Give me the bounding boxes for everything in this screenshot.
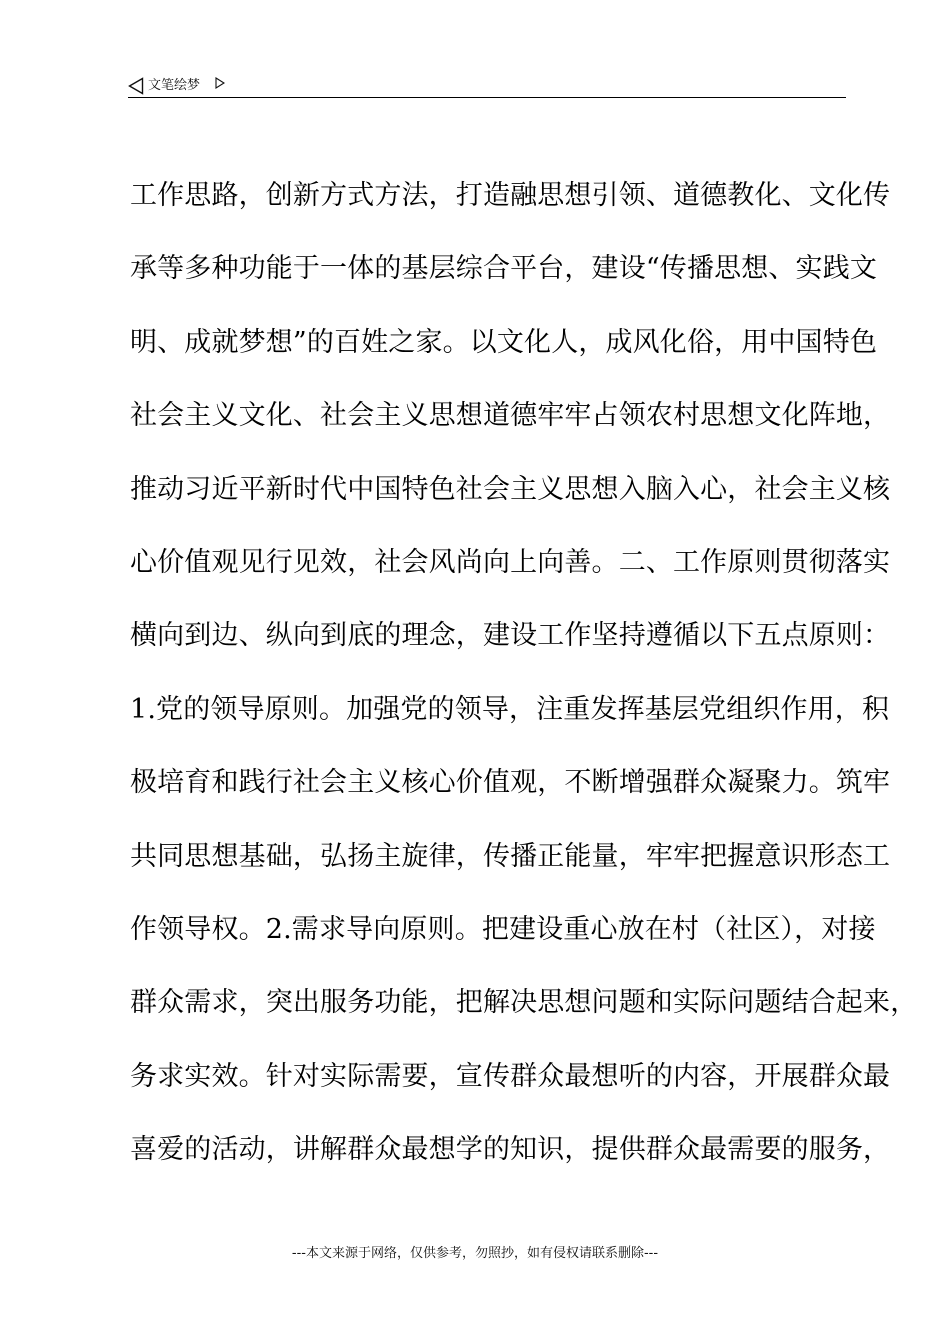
- body-line: 群众需求，突出服务功能，把解决思想问题和实际问题结合起来，: [130, 987, 918, 1019]
- document-body: [130, 170, 918, 1197]
- body-line: 务求实效。针对实际需要，宣传群众最想听的内容，开展群众最: [130, 1060, 891, 1092]
- header-divider: [128, 97, 846, 98]
- body-line: 工作思路，创新方式方法，打造融思想引领、道德教化、文化传: [130, 180, 891, 211]
- left-triangle-outline-icon: [128, 77, 144, 95]
- header-title: 文笔绘梦: [148, 78, 201, 93]
- body-line: 社会主义文化、社会主义思想道德牢牢占领农村思想文化阵地，: [130, 400, 891, 432]
- footer-disclaimer: ---本文来源于网络，仅供参考，勿照抄，如有侵权请联系删除---: [291, 1246, 659, 1261]
- body-line: 明、成就梦想”的百姓之家。以文化人，成风化俗，用中国特色: [130, 326, 878, 358]
- body-line: 喜爱的活动，讲解群众最想学的知识，提供群众最需要的服务，: [130, 1134, 891, 1166]
- body-line: 极培育和践行社会主义核心价值观，不断增强群众凝聚力。筑牢: [130, 767, 891, 799]
- body-line: 横向到边、纵向到底的理念，建设工作坚持遵循以下五点原则：: [130, 620, 891, 652]
- body-line: 推动习近平新时代中国特色社会主义思想入脑入心，社会主义核: [130, 473, 891, 505]
- body-line: 作领导权。2.需求导向原则。把建设重心放在村（社区），对接: [130, 913, 876, 945]
- body-line: 心价值观见行见效，社会风尚向上向善。二、工作原则贯彻落实: [130, 546, 891, 578]
- body-line: 承等多种功能于一体的基层综合平台，建设“传播思想、实践文: [130, 253, 878, 285]
- page-header: [128, 74, 846, 98]
- body-line: 1.党的领导原则。加强党的领导，注重发挥基层党组织作用，积: [130, 693, 890, 725]
- right-triangle-outline-icon: [215, 77, 225, 89]
- body-line: 共同思想基础，弘扬主旋律，传播正能量，牢牢把握意识形态工: [130, 840, 891, 872]
